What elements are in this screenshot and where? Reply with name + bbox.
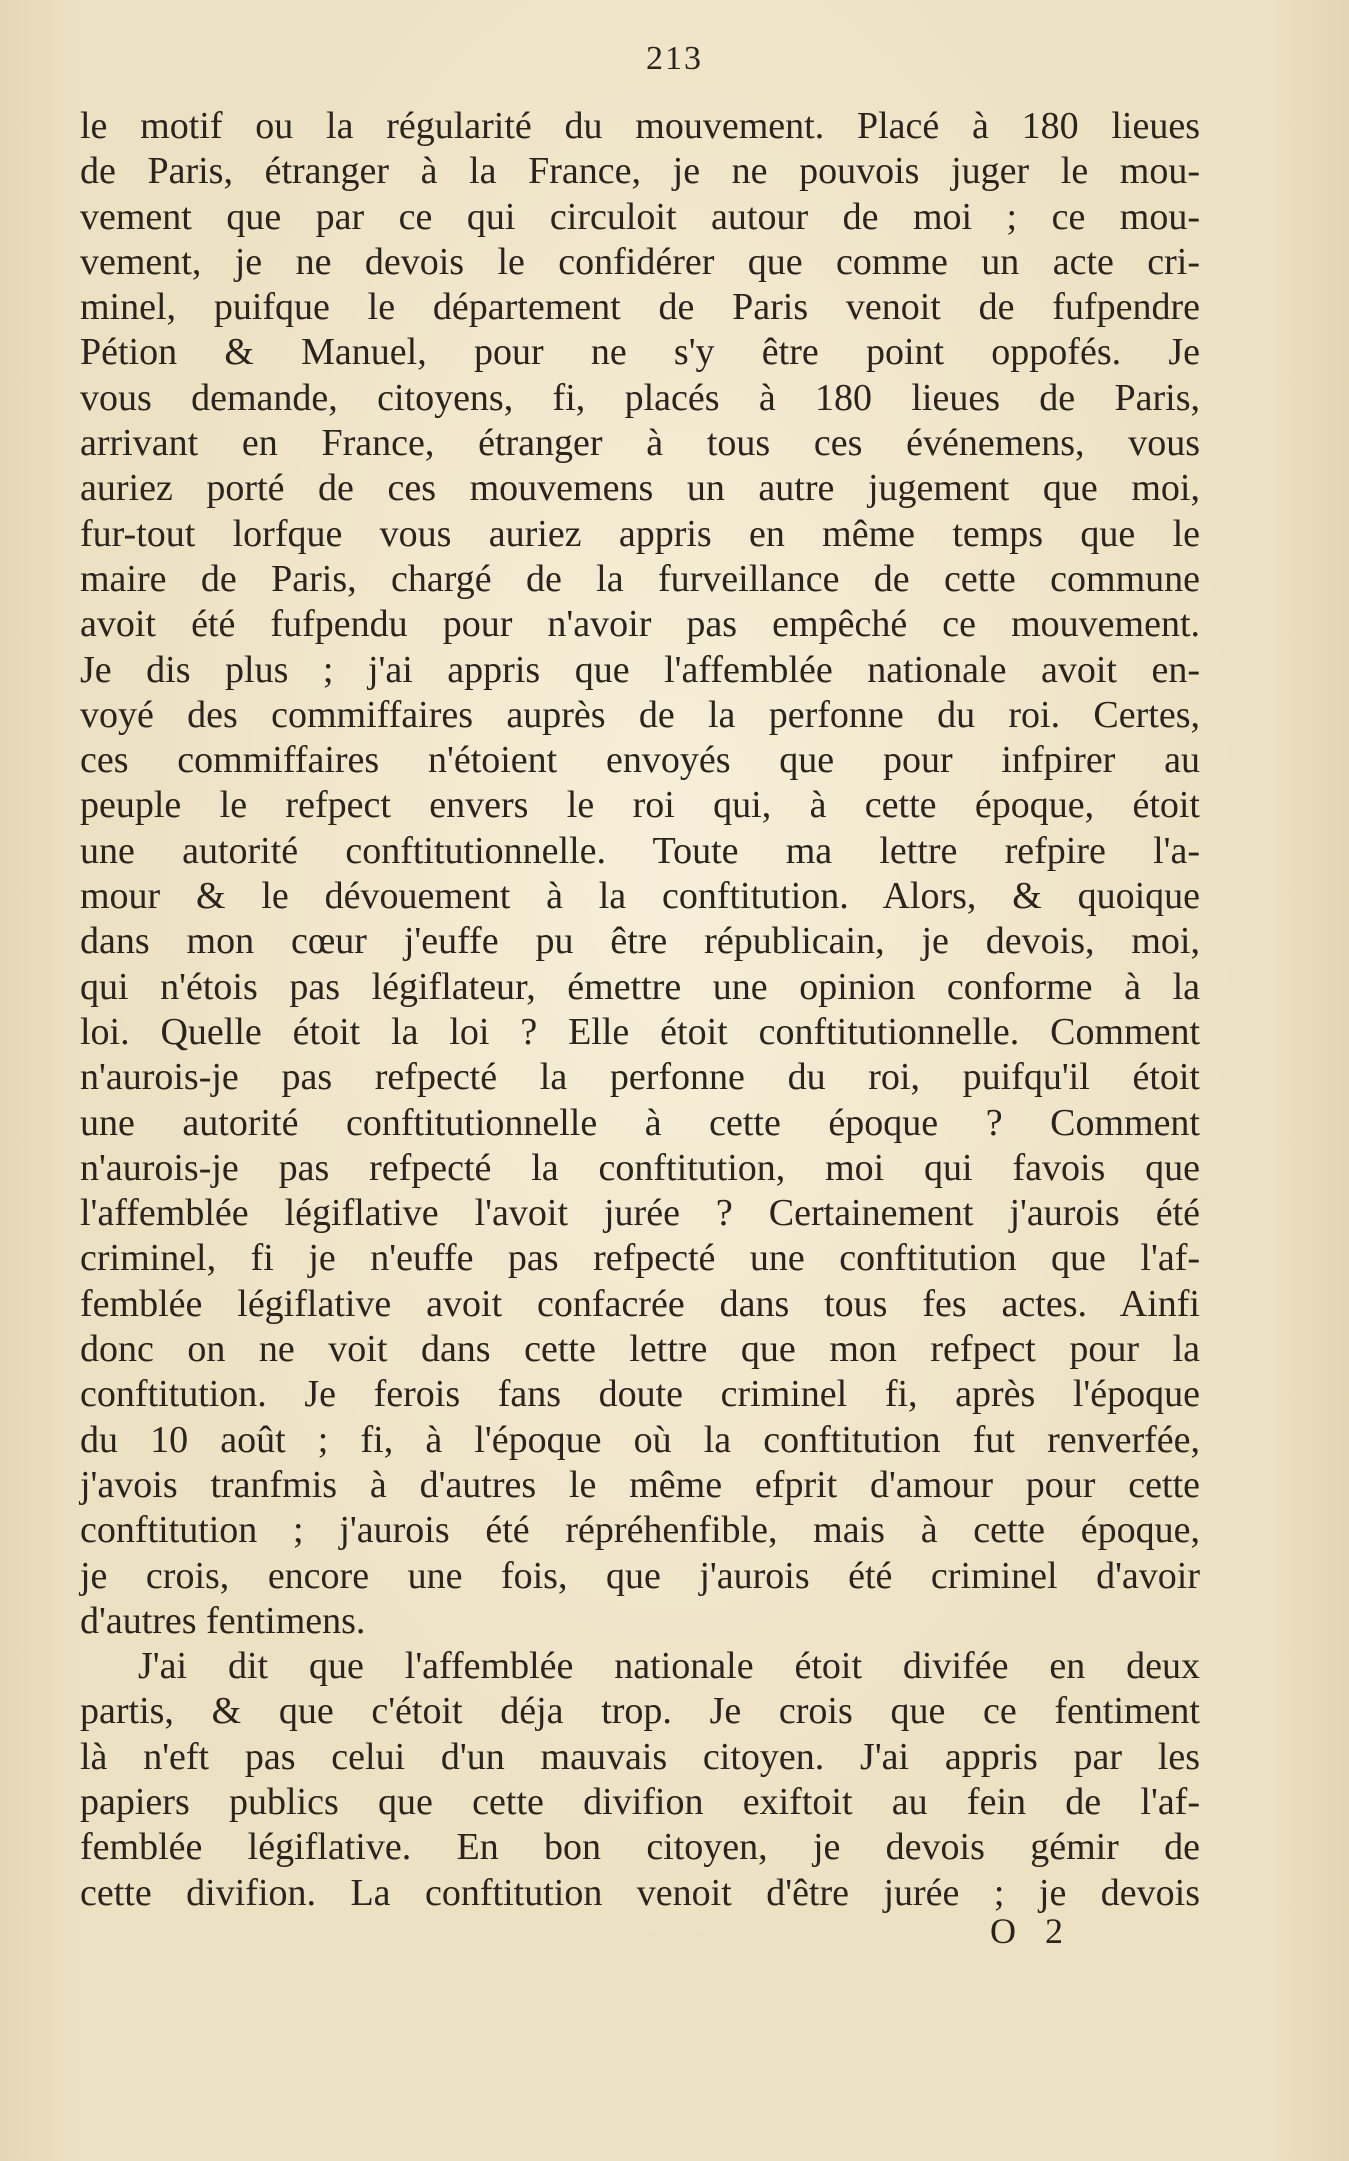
text-line: maire de Paris, chargé de la furveillance de cette commune xyxy=(80,557,1200,600)
text-line: conftitution ; j'aurois été répréhenfible, mais à cette époque, xyxy=(80,1509,1200,1552)
text-line: d'autres fentimens. xyxy=(80,1599,366,1642)
signature-mark: O 2 xyxy=(990,1911,1073,1951)
text-line: auriez porté de ces mouvemens un autre jugement que moi, xyxy=(80,467,1200,510)
text-line: femblée légiflative. En bon citoyen, je devois gémir de xyxy=(80,1826,1200,1869)
text-line: papiers publics que cette divifion exiftoit au fein de l'af- xyxy=(80,1780,1200,1823)
text-line: peuple le refpect envers le roi qui, à cette époque, étoit xyxy=(80,784,1200,827)
text-line: arrivant en France, étranger à tous ces événemens, vous xyxy=(80,422,1200,465)
text-line: voyé des commiffaires auprès de la perfonne du roi. Certes, xyxy=(80,693,1200,736)
text-line: vous demande, citoyens, fi, placés à 180 lieues de Paris, xyxy=(80,376,1200,419)
text-line: Je dis plus ; j'ai appris que l'affemblée nationale avoit en- xyxy=(80,648,1200,691)
text-line: n'aurois-je pas refpecté la conftitution, moi qui favois que xyxy=(80,1146,1200,1189)
text-line: une autorité conftitutionnelle à cette époque ? Comment xyxy=(80,1101,1200,1144)
text-line: qui n'étois pas légiflateur, émettre une opinion conforme à la xyxy=(80,965,1200,1008)
paragraph-start-line: J'ai dit que l'affemblée nationale étoit divifée en deux xyxy=(138,1645,1200,1688)
text-line: partis, & que c'étoit déja trop. Je crois que ce fentiment xyxy=(80,1690,1200,1733)
text-line: le motif ou la régularité du mouvement. Placé à 180 lieues xyxy=(80,105,1200,147)
text-line: vement que par ce qui circuloit autour de moi ; ce mou- xyxy=(80,195,1200,238)
body-text xyxy=(80,104,1200,1916)
text-line: dans mon cœur j'euffe pu être républicain, je devois, moi, xyxy=(80,920,1200,963)
text-line: Pétion & Manuel, pour ne s'y être point oppofés. Je xyxy=(80,331,1200,374)
text-line: fur-tout lorfque vous auriez appris en même temps que le xyxy=(80,512,1200,555)
text-line: vement, je ne devois le confidérer que comme un acte cri- xyxy=(80,240,1200,283)
text-line: mour & le dévouement à la conftitution. Alors, & quoique xyxy=(80,875,1200,918)
text-line: avoit été fufpendu pour n'avoir pas empêché ce mouvement. xyxy=(80,603,1200,646)
text-line: de Paris, étranger à la France, je ne pouvois juger le mou- xyxy=(80,150,1200,193)
text-line: du 10 août ; fi, à l'époque où la conftitution fut renverfée, xyxy=(80,1418,1200,1461)
text-line: n'aurois-je pas refpecté la perfonne du roi, puifqu'il étoit xyxy=(80,1056,1200,1099)
text-line: ces commiffaires n'étoient envoyés que pour infpirer au xyxy=(80,739,1200,782)
text-line: je crois, encore une fois, que j'aurois été criminel d'avoir xyxy=(80,1554,1200,1597)
text-line: une autorité conftitutionnelle. Toute ma lettre refpire l'a- xyxy=(80,829,1200,872)
text-line: minel, puifque le département de Paris venoit de fufpendre xyxy=(80,286,1200,329)
text-line: cette divifion. La conftitution venoit d'être jurée ; je devois xyxy=(80,1871,1200,1914)
text-line: j'avois tranfmis à d'autres le même efprit d'amour pour cette xyxy=(80,1463,1200,1506)
text-line: loi. Quelle étoit la loi ? Elle étoit conftitutionnelle. Comment xyxy=(80,1010,1200,1053)
text-line: criminel, fi je n'euffe pas refpecté une conftitution que l'af- xyxy=(80,1237,1200,1280)
text-line: conftitution. Je ferois fans doute criminel fi, après l'époque xyxy=(80,1373,1200,1416)
text-line: là n'eft pas celui d'un mauvais citoyen. J'ai appris par les xyxy=(80,1735,1200,1778)
page-number: 213 xyxy=(646,40,703,77)
text-line: l'affemblée légiflative l'avoit jurée ? Certainement j'aurois été xyxy=(80,1192,1200,1235)
text-line: donc on ne voit dans cette lettre que mon refpect pour la xyxy=(80,1328,1200,1371)
text-line: femblée légiflative avoit confacrée dans tous fes actes. Ainfi xyxy=(80,1282,1200,1325)
